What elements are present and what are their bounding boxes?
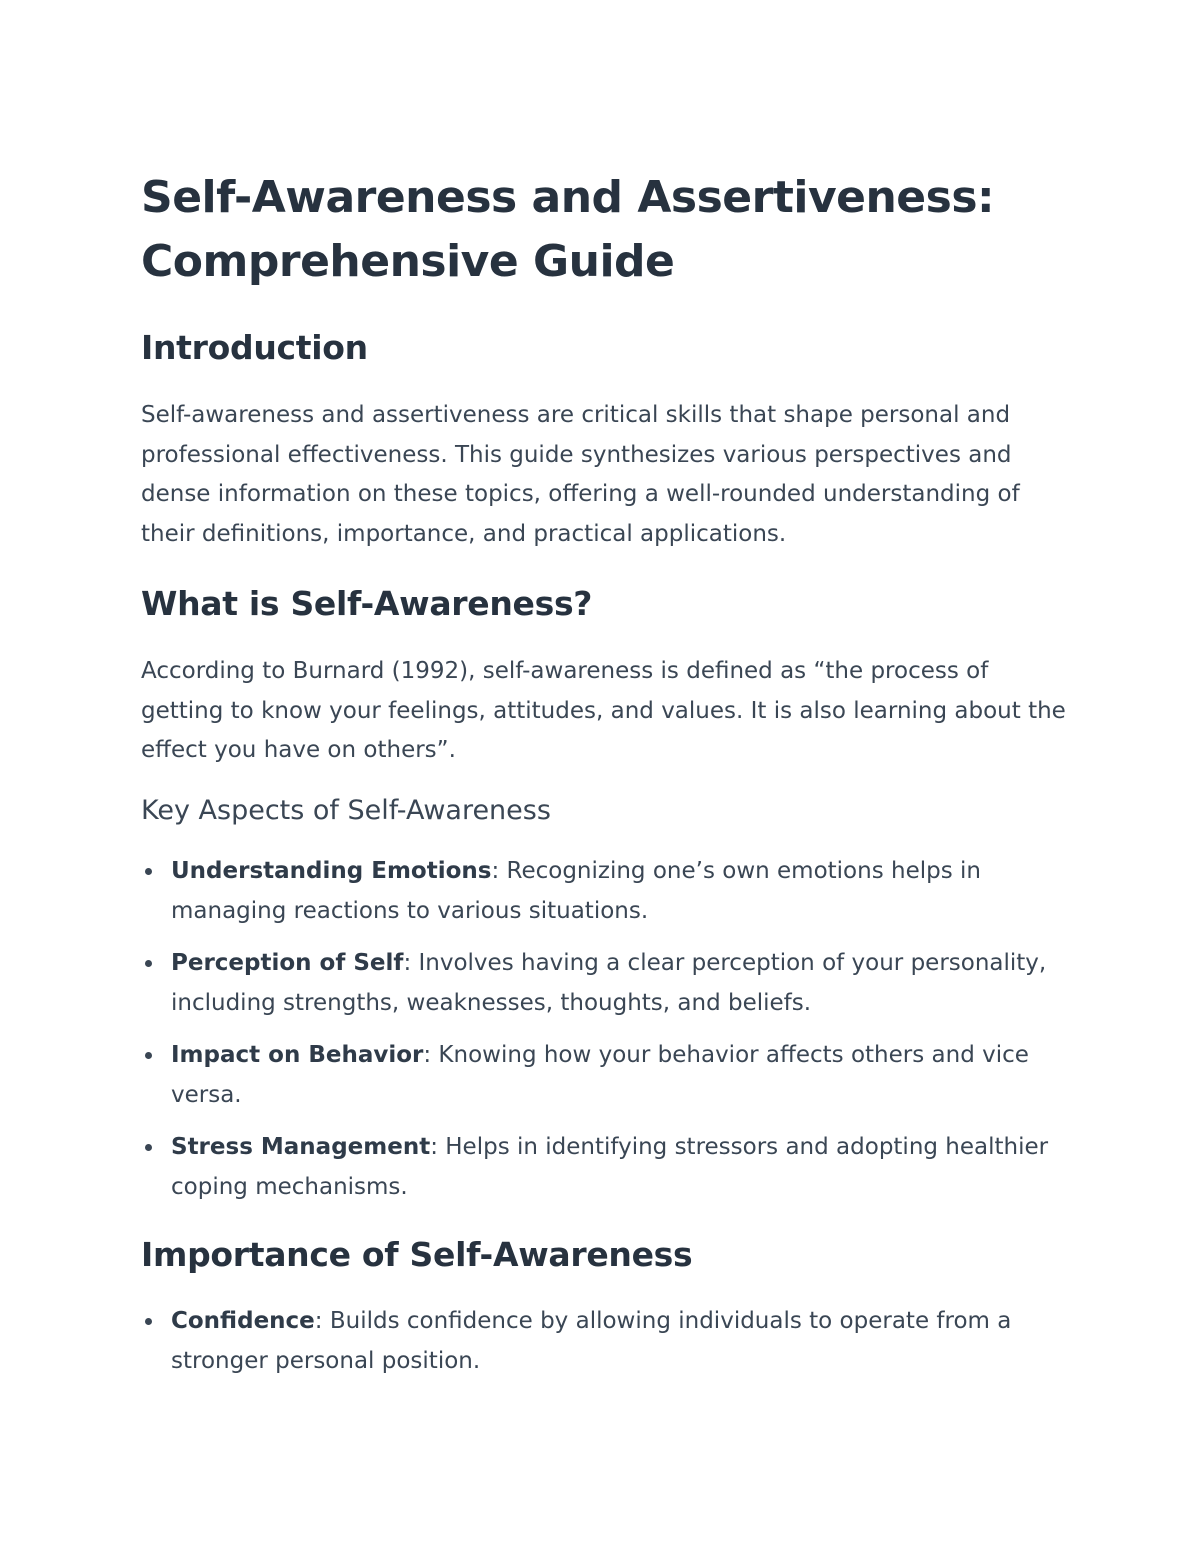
list-item [141, 1301, 1071, 1381]
list-item-description: : Recognizing one’s own emotions helps in managing reactions to various situations. [171, 857, 981, 924]
introduction-paragraph: Self-awareness and assertiveness are critical skills that shape personal and professional effectiveness. This guide synthesizes various perspectives and dense information on these topics, offering a well-rounded understanding of their definitions, importance, and practical applications. [141, 402, 1020, 547]
list-item [141, 851, 1071, 931]
importance-heading: Importance of Self-Awareness [141, 1234, 693, 1274]
list-item-term: Understanding Emotions [171, 857, 492, 884]
list-item [141, 1127, 1071, 1207]
introduction-heading: Introduction [141, 328, 368, 367]
importance-list [141, 1301, 1071, 1381]
list-item [141, 1035, 1071, 1115]
list-item-description: : Involves having a clear perception of your personality, including strengths, weaknesses, thoughts, and beliefs. [171, 949, 1047, 1016]
list-item [141, 943, 1071, 1023]
document-page [141, 166, 1071, 1381]
what-is-self-awareness-heading: What is Self-Awareness? [141, 584, 593, 623]
list-item-term: Impact on Behavior [171, 1041, 424, 1068]
list-item-term: Stress Management [171, 1133, 431, 1160]
list-item-term: Perception of Self [171, 949, 404, 976]
key-aspects-list [141, 851, 1071, 1207]
list-item-term: Confidence [171, 1307, 315, 1334]
key-aspects-subheading: Key Aspects of Self-Awareness [141, 794, 551, 826]
document-title: Self-Awareness and Assertiveness: Comprehensive Guide [141, 172, 995, 287]
list-item-description: : Helps in identifying stressors and adopting healthier coping mechanisms. [171, 1133, 1049, 1200]
definition-paragraph: According to Burnard (1992), self-awareness is defined as “the process of getting to know your feelings, attitudes, and values. It is also learning about the effect you have on others”. [141, 658, 1066, 763]
list-item-description: : Knowing how your behavior affects others and vice versa. [171, 1041, 1029, 1108]
list-item-description: : Builds confidence by allowing individuals to operate from a stronger personal position. [171, 1307, 1012, 1374]
